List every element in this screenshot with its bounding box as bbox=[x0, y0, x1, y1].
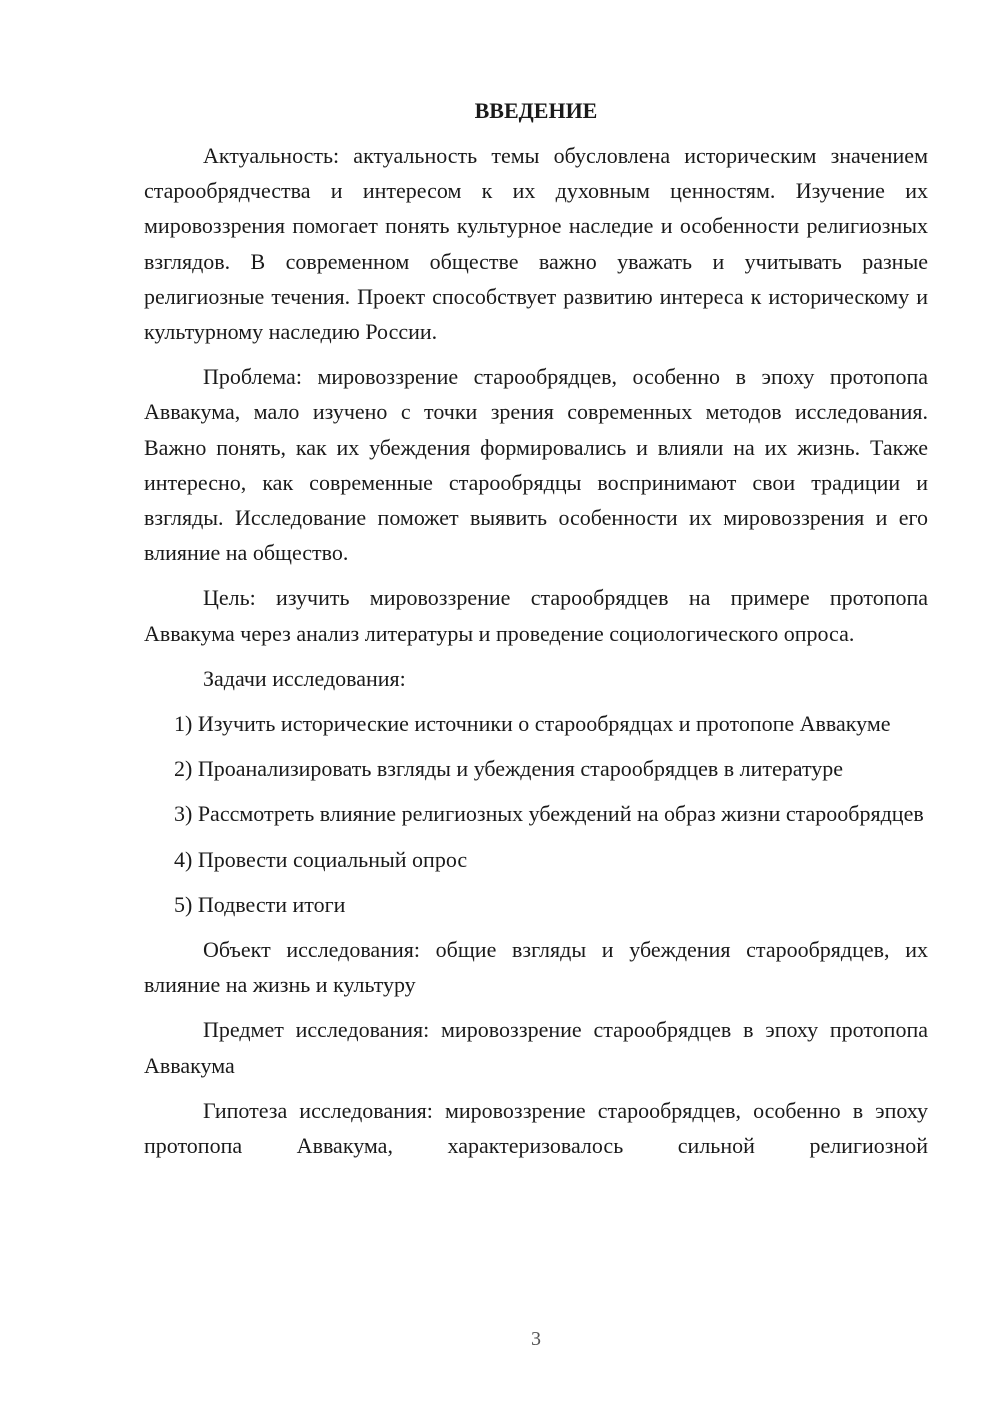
task-item-4: 4) Провести социальный опрос bbox=[174, 846, 468, 872]
task-item-2: 2) Проанализировать взгляды и убеждения старообрядцев в литературе bbox=[174, 756, 844, 782]
page-number: 3 bbox=[531, 1328, 541, 1350]
task-item-3: 3) Рассмотреть влияние религиозных убеждений на образ жизни старообрядцев bbox=[174, 801, 924, 827]
tasks-title: Задачи исследования: bbox=[203, 665, 406, 691]
problem-paragraph: Проблема: мировоззрение старообрядцев, особенно в эпоху протопопа Аввакума, мало изучено с точки зрения современных методов исследования. Важно понять, как их убеждения формировались и влияли на их жизнь. Также интересно, как современные старообрядцы воспринимают свои традиции и взгляды. Исследование поможет выявить особенности их мировоззрения и его влияние на общество. bbox=[144, 364, 928, 566]
object-paragraph: Объект исследования: общие взгляды и убеждения старообрядцев, их влияние на жизнь и культуру bbox=[144, 937, 928, 998]
goal-paragraph: Цель: изучить мировоззрение старообрядцев на примере протопопа Аввакума через анализ литературы и проведение социологического опроса. bbox=[144, 585, 928, 646]
hypothesis-paragraph: Гипотеза исследования: мировоззрение старообрядцев, особенно в эпоху протопопа Аввакума, характеризовалось сильной религиозной bbox=[144, 1097, 928, 1159]
subject-paragraph: Предмет исследования: мировоззрение старообрядцев в эпоху протопопа Аввакума bbox=[144, 1017, 928, 1078]
task-item-5: 5) Подвести итоги bbox=[174, 891, 346, 917]
document-page bbox=[144, 96, 928, 1163]
task-item-1: 1) Изучить исторические источники о старообрядцах и протопопе Аввакуме bbox=[174, 711, 891, 737]
relevance-paragraph: Актуальность: актуальность темы обусловлена историческим значением старообрядчества и интересом к их духовным ценностям. Изучение их мировоззрения помогает понять культурное наследие и особенности религиозных взглядов. В современном обществе важно уважать и учитывать разные религиозные течения. Проект способствует развитию интереса к историческому и культурному наследию России. bbox=[144, 143, 928, 345]
section-heading: ВВЕДЕНИЕ bbox=[474, 98, 598, 123]
